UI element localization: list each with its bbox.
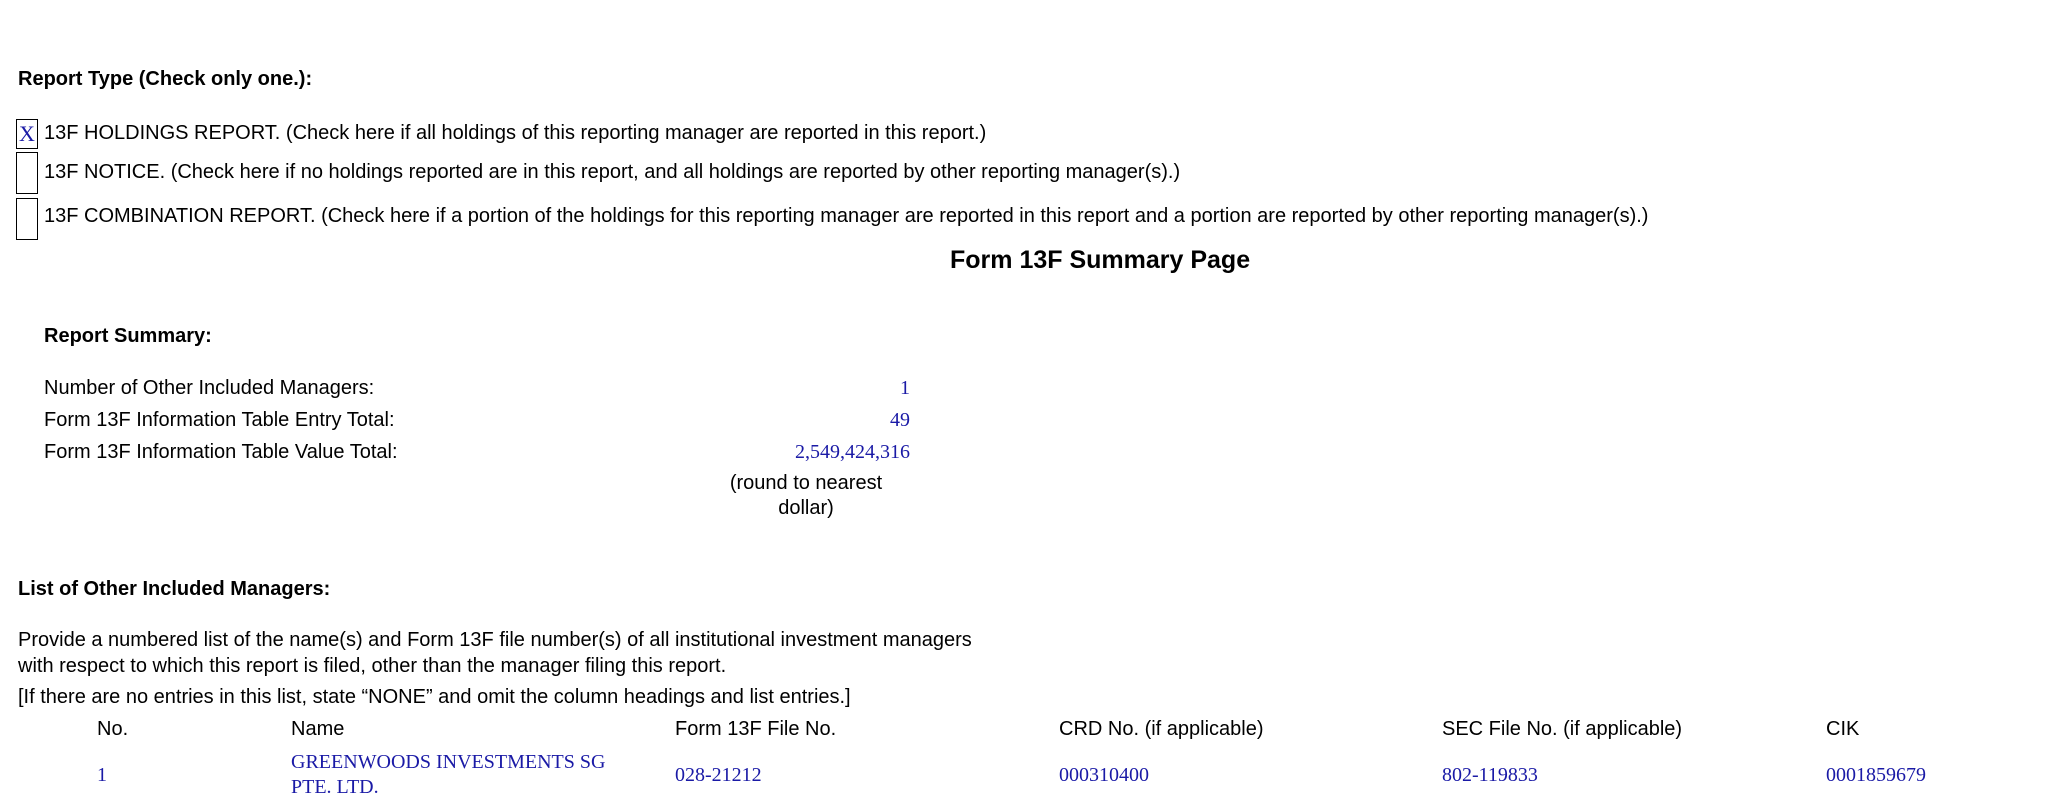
other-managers-instructions-line2: with respect to which this report is filed, other than the manager filing this report.	[18, 655, 727, 677]
summary-row-value: 2,549,424,316	[795, 441, 910, 463]
round-note-line2: dollar)	[778, 497, 834, 519]
column-header-crd-no: CRD No. (if applicable)	[1059, 718, 1264, 740]
notice-report-checkbox[interactable]	[16, 152, 38, 194]
column-header-no: No.	[97, 718, 129, 740]
summary-row-label: Form 13F Information Table Value Total:	[44, 441, 398, 463]
column-header-sec-file-no: SEC File No. (if applicable)	[1442, 718, 1683, 740]
manager-cik: 0001859679	[1826, 764, 1926, 786]
other-managers-heading: List of Other Included Managers:	[18, 578, 331, 600]
notice-report-label: 13F NOTICE. (Check here if no holdings reported are in this report, and all holdings are reported by other reporting manager(s).)	[44, 161, 1181, 183]
manager-name-line1: GREENWOODS INVESTMENTS SG	[291, 751, 606, 773]
summary-row-label: Form 13F Information Table Entry Total:	[44, 409, 395, 431]
summary-row-value: 49	[890, 409, 910, 431]
combination-report-checkbox[interactable]	[16, 198, 38, 240]
summary-row-value: 1	[900, 377, 910, 399]
manager-no: 1	[97, 764, 107, 786]
combination-report-label: 13F COMBINATION REPORT. (Check here if a portion of the holdings for this reporting manager are reported in this report and a portion are reported by other reporting manager(s).)	[44, 205, 1649, 227]
round-note-line1: (round to nearest	[729, 472, 883, 494]
manager-name-line2: PTE. LTD.	[291, 776, 379, 798]
other-managers-instructions-line1: Provide a numbered list of the name(s) and Form 13F file number(s) of all institutional investment managers	[18, 629, 972, 651]
manager-sec-file-no: 802-119833	[1442, 764, 1538, 786]
column-header-file-no: Form 13F File No.	[675, 718, 837, 740]
other-managers-none-note: [If there are no entries in this list, state “NONE” and omit the column headings and list entries.]	[18, 686, 851, 708]
report-summary-heading: Report Summary:	[44, 325, 212, 347]
holdings-report-label: 13F HOLDINGS REPORT. (Check here if all holdings of this reporting manager are reported in this report.)	[44, 122, 987, 144]
column-header-cik: CIK	[1826, 718, 1860, 740]
summary-page-title: Form 13F Summary Page	[950, 246, 1251, 274]
column-header-name: Name	[291, 718, 345, 740]
summary-row-label: Number of Other Included Managers:	[44, 377, 375, 399]
report-type-heading: Report Type (Check only one.):	[18, 68, 313, 90]
manager-file-no: 028-21212	[675, 764, 762, 786]
manager-crd-no: 000310400	[1059, 764, 1149, 786]
holdings-report-checkbox[interactable]: X	[16, 119, 38, 149]
